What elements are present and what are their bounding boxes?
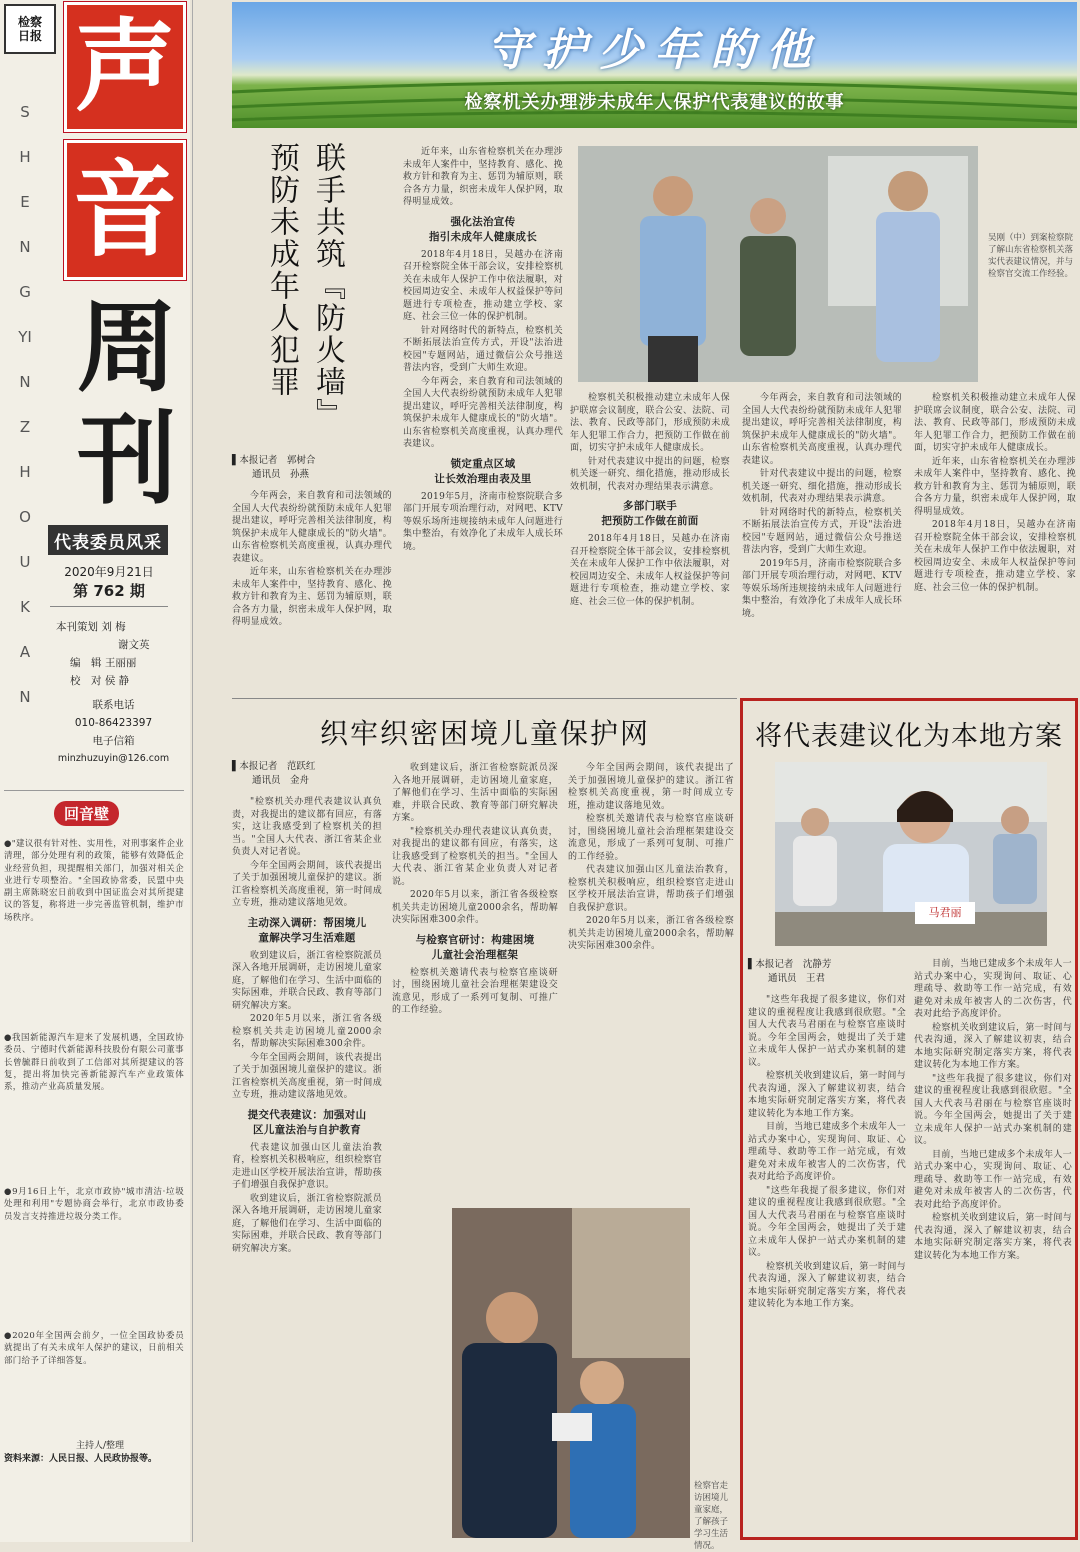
article1-subhead: 多部门联手 [623, 500, 677, 512]
article2-caption: 检察官走访困境儿童家庭，了解孩子学习生活情况。 [694, 1481, 729, 1551]
article2-body-col3: 今年全国两会期间，该代表提出了关于加强困境儿童保护的建议。浙江省检察机关高度重视，第一时间成立专班，推动建议落地见效。 检察机关邀请代表与检察官座谈研讨，围绕困境儿童社会治理框架建设交流意见，形成了一系列可复制、可推广的工作经验。 代表建议加强山区儿童法治教育，检察机关积极响应，组织检察官走进山区学校开展法治宣讲，帮助孩子们增强自我保护意识。 2020年5月以来，浙江省各级检察机关共走访困境儿童2000余名，帮助解决实际困难300余件。 [568, 763, 734, 951]
article3-byline: ▌本报记者 沈静芳 通讯员 王君 [748, 959, 832, 984]
echo-source: 资料来源：人民日报、人民政协报等。 [4, 1454, 158, 1464]
echo-item: ●9月16日上午，北京市政协"城市清洁·垃圾处理和利用"专题协商会举行，北京市政协委员发言支持推进垃圾分类工作。 [4, 1187, 184, 1222]
article3-photo [775, 762, 1047, 946]
echo-wall-section [4, 790, 184, 1538]
meeting-photo-graphic [775, 762, 1047, 946]
echo-item: ●"建议很有针对性、实用性，对刑事案件企业清理，部分处理有利的政策，能够有效降低企业经营负担，现提醒相关部门，加强对相关企业进行专项整治。"全国政协常委，民盟中央副主席陈晓宏日前收到中国证监会对其所提建议的答复，称将进一步完善监管机制，维护市场秩序。 [4, 839, 184, 923]
article2-body-col2: 收到建议后，浙江省检察院派员深入各地开展调研，走访困境儿童家庭，了解他们在学习、生活中面临的实际困难，并联合民政、教育等部门研究解决方案。 "检察机关办理代表建议认真负责，对我提出的建议都有回应，有落实，这让我感受到了检察机关的担当。"全国人大代表、浙江省某企业负责人对记者说。 2020年5月以来，浙江省各级检察机关共走访困境儿童2000余名，帮助解决实际困难300余件。 与检察官研讨：构建困境 儿童社会治理框架 检察机关邀请代表与检察官座谈研讨，围绕困境儿童社会治理框架建设交流意见，形成了一系列可复制、可推广的工作经验。 [392, 763, 558, 1015]
echo-item: ●我国新能源汽车迎来了发展机遇，全国政协委员、宁德时代新能源科技股份有限公司董事长曾毓群日前收到了工信部对其所提建议的答复，提出将加快完善新能源汽车产业政策体系，推动产业高质量发展。 [4, 1033, 184, 1093]
article1-body-col5: 检察机关积极推动建立未成年人保护联席会议制度，联合公安、法院、司法、教育、民政等部门，形成预防未成年人犯罪工作合力，把预防工作做在前面，切实守护未成年人健康成长。 近年来，山东省检察机关在办理涉未成年人案件中，坚持教育、感化、挽救方针和教育为主、惩罚为辅原则，联合各方力量，织密未成年人保护网，取得明显成效。 2018年4月18日，吴越办在济南召开检察院全体干部会议，安排检察机关在未成年人保护工作中依法履职，对校园周边安全、未成年人权益保护等问题进行专项检查，推动建立学校、家庭、社会三位一体的保护机制。 [914, 393, 1076, 593]
article2-byline: ▌本报记者 范跃红 通讯员 金舟 [232, 761, 316, 786]
article1-photo [578, 146, 978, 382]
article1-body-col2: 近年来，山东省检察机关在办理涉未成年人案件中，坚持教育、感化、挽救方针和教育为主、惩罚为辅原则，联合各方力量，织密未成年人保护网，取得明显成效。 强化法治宣传 指引未成年人健康成长 2018年4月18日，吴越办在济南召开检察院全体干部会议，安排检察机关在未成年人保护工作中依法履职，对校园周边安全、未成年人权益保护等问题进行专项检查，推动建立学校、家庭、社会三位一体的保护机制。 针对网络时代的新特点，检察机关不断拓展法治宣传方式，开设"法治进校园"专题网站，通过微信公众号推送普法内容，受到广大师生欢迎。 今年两会，来自教育和司法领域的全国人大代表纷纷就预防未成年人犯罪提出建议，呼吁完善相关法律制度，构筑保护未成年人健康成长的"防火墙"。山东省检察机关高度重视，认真办理代表建议。 锁定重点区域 让长效治理由表及里 2019年5月，济南市检察院联合多部门开展专项治理行动，对网吧、KTV等娱乐场所违规接纳未成年人问题进行集中整治，有效净化了未成年人成长环境。 [403, 147, 563, 552]
banner [232, 2, 1077, 128]
column-divider [192, 0, 193, 1542]
echo-item: ●2020年全国两会前夕，一位全国政协委员就提出了有关未成年人保护的建议，日前相关部门给予了详细答复。 [4, 1331, 184, 1366]
article1-subhead: 锁定重点区域 [450, 457, 516, 470]
article1-headline: 联手共筑『防火墙』 预防未成年人犯罪 [264, 142, 345, 430]
newspaper-logo [4, 4, 56, 54]
echo-wall-title: 回音壁 [54, 801, 119, 826]
issue-divider [50, 606, 168, 607]
masthead-char-zhou: 周 [77, 289, 177, 406]
article2-photo [452, 1208, 690, 1538]
article1-body-col4: 今年两会，来自教育和司法领域的全国人大代表纷纷就预防未成年人犯罪提出建议，呼吁完善相关法律制度，构筑保护未成年人健康成长的"防火墙"。山东省检察机关高度重视，认真办理代表建议。 针对代表建议中提出的问题，检察机关逐一研究、细化措施，推动形成长效机制，代表对办理结果表示满意。 针对网络时代的新特点，检察机关不断拓展法治宣传方式，开设"法治进校园"专题网站，通过微信公众号推送普法内容，受到广大师生欢迎。 2019年5月，济南市检察院联合多部门开展专项治理行动，对网吧、KTV等娱乐场所违规接纳未成年人问题进行集中整治，有效净化了未成年人成长环境。 [742, 393, 902, 619]
column-name-box: 代表委员风采 [48, 525, 168, 555]
echo-footer: 主持人/整理 [75, 1441, 124, 1451]
section-divider [232, 698, 737, 699]
article2-subhead: 主动深入调研：帮困境儿 [247, 916, 367, 929]
staff-box: 本刊策划 刘 梅 谢文英 编 辑 王丽丽 校 对 侯 静 联系电话 010-86423397 电子信箱 minzhuzuyin@126.com [56, 621, 170, 764]
article3-body-col1: "这些年我提了很多建议，你们对建议的重视程度让我感到很欣慰。"全国人大代表马君丽在与检察官座谈时说。今年全国两会，她提出了关于建立未成年人保护一站式办案机制的建议。 检察机关收到建议后，第一时间与代表沟通，深入了解建议初衷，结合本地实际研究制定落实方案，将代表建议转化为本地工作方案。 目前，当地已建成多个未成年人一站式办案中心，实现询问、取证、心理疏导、救助等工作一站完成，有效避免对未成年被害人的二次伤害，代表对此给予高度评价。 "这些年我提了很多建议，你们对建议的重视程度让我感到很欣慰。"全国人大代表马君丽在与检察官座谈时说。今年全国两会，她提出了关于建立未成年人保护一站式办案机制的建议。 检察机关收到建议后，第一时间与代表沟通，深入了解建议初衷，结合本地实际研究制定落实方案，将代表建议转化为本地工作方案。 [748, 995, 906, 1309]
issue-number: 第 762 期 [73, 582, 145, 600]
banner-title: 守护少年的他 [486, 25, 823, 76]
article3-headline: 将代表建议化为本地方案 [755, 721, 1063, 752]
article1-byline: ▌本报记者 郭树合 通讯员 孙燕 [232, 455, 316, 480]
masthead-char-sheng: 声 [64, 2, 186, 132]
article1-subhead: 强化法治宣传 [450, 215, 516, 228]
article1-body-col1: 今年两会，来自教育和司法领域的全国人大代表纷纷就预防未成年人犯罪提出建议，呼吁完善相关法律制度，构筑保护未成年人健康成长的"防火墙"。山东省检察机关高度重视，认真办理代表建议。 近年来，山东省检察机关在办理涉未成年人案件中，坚持教育、感化、挽救方针和教育为主、惩罚为辅原则，联合各方力量，织密未成年人保护网，取得明显成效。 [232, 491, 392, 627]
article2-subhead: 提交代表建议：加强对山 [247, 1108, 367, 1121]
issue-date: 2020年9月21日 [64, 565, 154, 579]
article1-body-col3: 检察机关积极推动建立未成年人保护联席会议制度，联合公安、法院、司法、教育、民政等部门，形成预防未成年人犯罪工作合力，把预防工作做在前面，切实守护未成年人健康成长。 针对代表建议中提出的问题，检察机关逐一研究、细化措施，推动形成长效机制，代表对办理结果表示满意。 多部门联手 把预防工作做在前面 2018年4月18日，吴越办在济南召开检察院全体干部会议，安排检察机关在未成年人保护工作中依法履职，对校园周边安全、未成年人权益保护等问题进行专项检查，推动建立学校、家庭、社会三位一体的保护机制。 [570, 393, 730, 607]
article2-subhead: 与检察官研讨：构建困境 [415, 933, 535, 946]
article3-body-col2: 目前，当地已建成多个未成年人一站式办案中心，实现询问、取证、心理疏导、救助等工作一站完成，有效避免对未成年被害人的二次伤害，代表对此给予高度评价。 检察机关收到建议后，第一时间与代表沟通，深入了解建议初衷，结合本地实际研究制定落实方案，将代表建议转化为本地工作方案。 "这些年我提了很多建议，你们对建议的重视程度让我感到很欣慰。"全国人大代表马君丽在与检察官座谈时说。今年全国两会，她提出了关于建立未成年人保护一站式办案机制的建议。 目前，当地已建成多个未成年人一站式办案中心，实现询问、取证、心理疏导、救助等工作一站完成，有效避免对未成年被害人的二次伤害，代表对此给予高度评价。 检察机关收到建议后，第一时间与代表沟通，深入了解建议初衷，结合本地实际研究制定落实方案，将代表建议转化为本地工作方案。 [914, 959, 1072, 1261]
banner-subtitle: 检察机关办理涉未成年人保护代表建议的故事 [464, 92, 845, 113]
child-visit-photo-graphic [452, 1208, 690, 1538]
masthead-pinyin: SHENGYINZHOUKAN [18, 103, 32, 706]
article2-body-col1: "检察机关办理代表建议认真负责，对我提出的建议都有回应，有落实，这让我感受到了检察机关的担当。"全国人大代表、浙江省某企业负责人对记者说。 今年全国两会期间，该代表提出了关于加强困境儿童保护的建议。浙江省检察机关高度重视，第一时间成立专班，推动建议落地见效。 主动深入调研：帮困境儿 童解决学习生活难题 收到建议后，浙江省检察院派员深入各地开展调研，走访困境儿童家庭，了解他们在学习、生活中面临的实际困难，并联合民政、教育等部门研究解决方案。 2020年5月以来，浙江省各级检察机关共走访困境儿童2000余名，帮助解决实际困难300余件。 今年全国两会期间，该代表提出了关于加强困境儿童保护的建议。浙江省检察机关高度重视，第一时间成立专班，推动建议落地见效。 提交代表建议：加强对山 区儿童法治与自护教育 代表建议加强山区儿童法治教育，检察机关积极响应，组织检察官走进山区学校开展法治宣讲，帮助孩子们增强自我保护意识。 收到建议后，浙江省检察院派员深入各地开展调研，走访困境儿童家庭，了解他们在学习、生活中面临的实际困难，并联合民政、教育等部门研究解决方案。 [232, 797, 382, 1254]
article1-caption: 吴刚（中）到案检察院了解山东省检察机关落实代表建议情况，并与检察官交流工作经验。 [988, 233, 1074, 279]
masthead-char-kan: 刊 [77, 401, 177, 518]
logo-text: 检察日报 [17, 15, 42, 43]
article2-headline: 织牢织密困境儿童保护网 [319, 717, 650, 750]
nameplate: 马君丽 [928, 906, 962, 919]
people-photo-graphic [578, 146, 978, 382]
masthead-char-yin: 音 [64, 140, 186, 280]
